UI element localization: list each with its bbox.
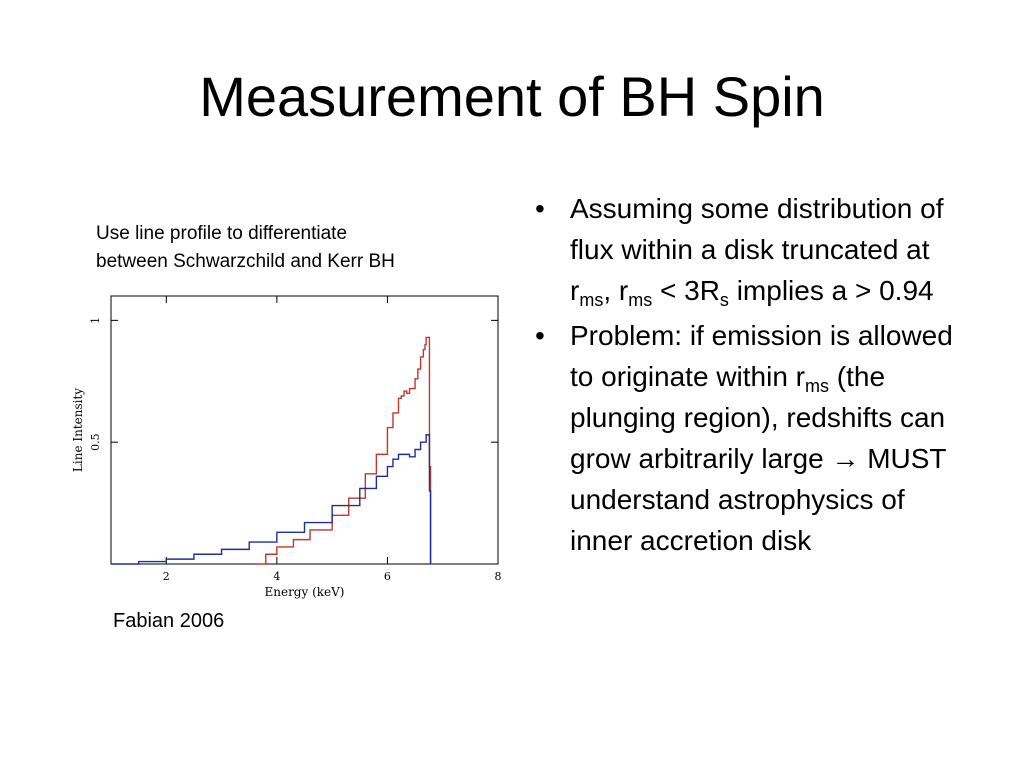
caption-line-1: Use line profile to differentiate bbox=[96, 223, 348, 244]
bullet-text: implies a > 0.94 bbox=[728, 275, 934, 306]
line-profile-chart bbox=[60, 288, 510, 603]
bullet-item-problem bbox=[533, 315, 973, 561]
bullet-text: (the plunging region), redshifts can grow arbitrarily large bbox=[570, 361, 946, 474]
figure-credit: Fabian 2006 bbox=[113, 610, 225, 632]
x-tick-label: 4 bbox=[273, 570, 281, 583]
x-tick-label: 6 bbox=[383, 570, 391, 583]
subscript: ms bbox=[628, 290, 653, 310]
chart-x-axis-label: Energy (keV) bbox=[264, 585, 345, 599]
x-tick-label: 2 bbox=[162, 570, 170, 583]
slide-title: Measurement of BH Spin bbox=[199, 65, 825, 128]
bullet-marker: • bbox=[535, 320, 545, 351]
chart-series bbox=[111, 337, 431, 564]
bullet-text: Assuming some distribution of flux within a disk truncated at r bbox=[570, 193, 944, 306]
bullet-marker: • bbox=[535, 193, 545, 224]
caption-line-2: between Schwarzchild and Kerr BH bbox=[96, 251, 395, 272]
subscript: ms bbox=[805, 376, 830, 396]
right-arrow-icon: → bbox=[831, 443, 860, 474]
x-tick-label: 8 bbox=[494, 570, 502, 583]
subscript: ms bbox=[579, 290, 604, 310]
bullet-item-spin-limit bbox=[533, 188, 973, 311]
bullet-text: < 3R bbox=[652, 275, 720, 306]
bullet-text: Problem: if emission is allowed to originate within r bbox=[570, 320, 953, 392]
subscript: s bbox=[719, 290, 729, 310]
bullet-text: , r bbox=[603, 275, 629, 306]
bullet-text: MUST understand astrophysics of inner accretion disk bbox=[570, 443, 947, 556]
series-line-1 bbox=[255, 337, 431, 564]
y-tick-label: 1 bbox=[89, 316, 102, 324]
figure-caption bbox=[96, 220, 516, 276]
chart-y-axis-label: Line Intensity bbox=[71, 387, 85, 473]
y-tick-label: 0.5 bbox=[89, 433, 102, 451]
bullet-list bbox=[533, 188, 973, 565]
